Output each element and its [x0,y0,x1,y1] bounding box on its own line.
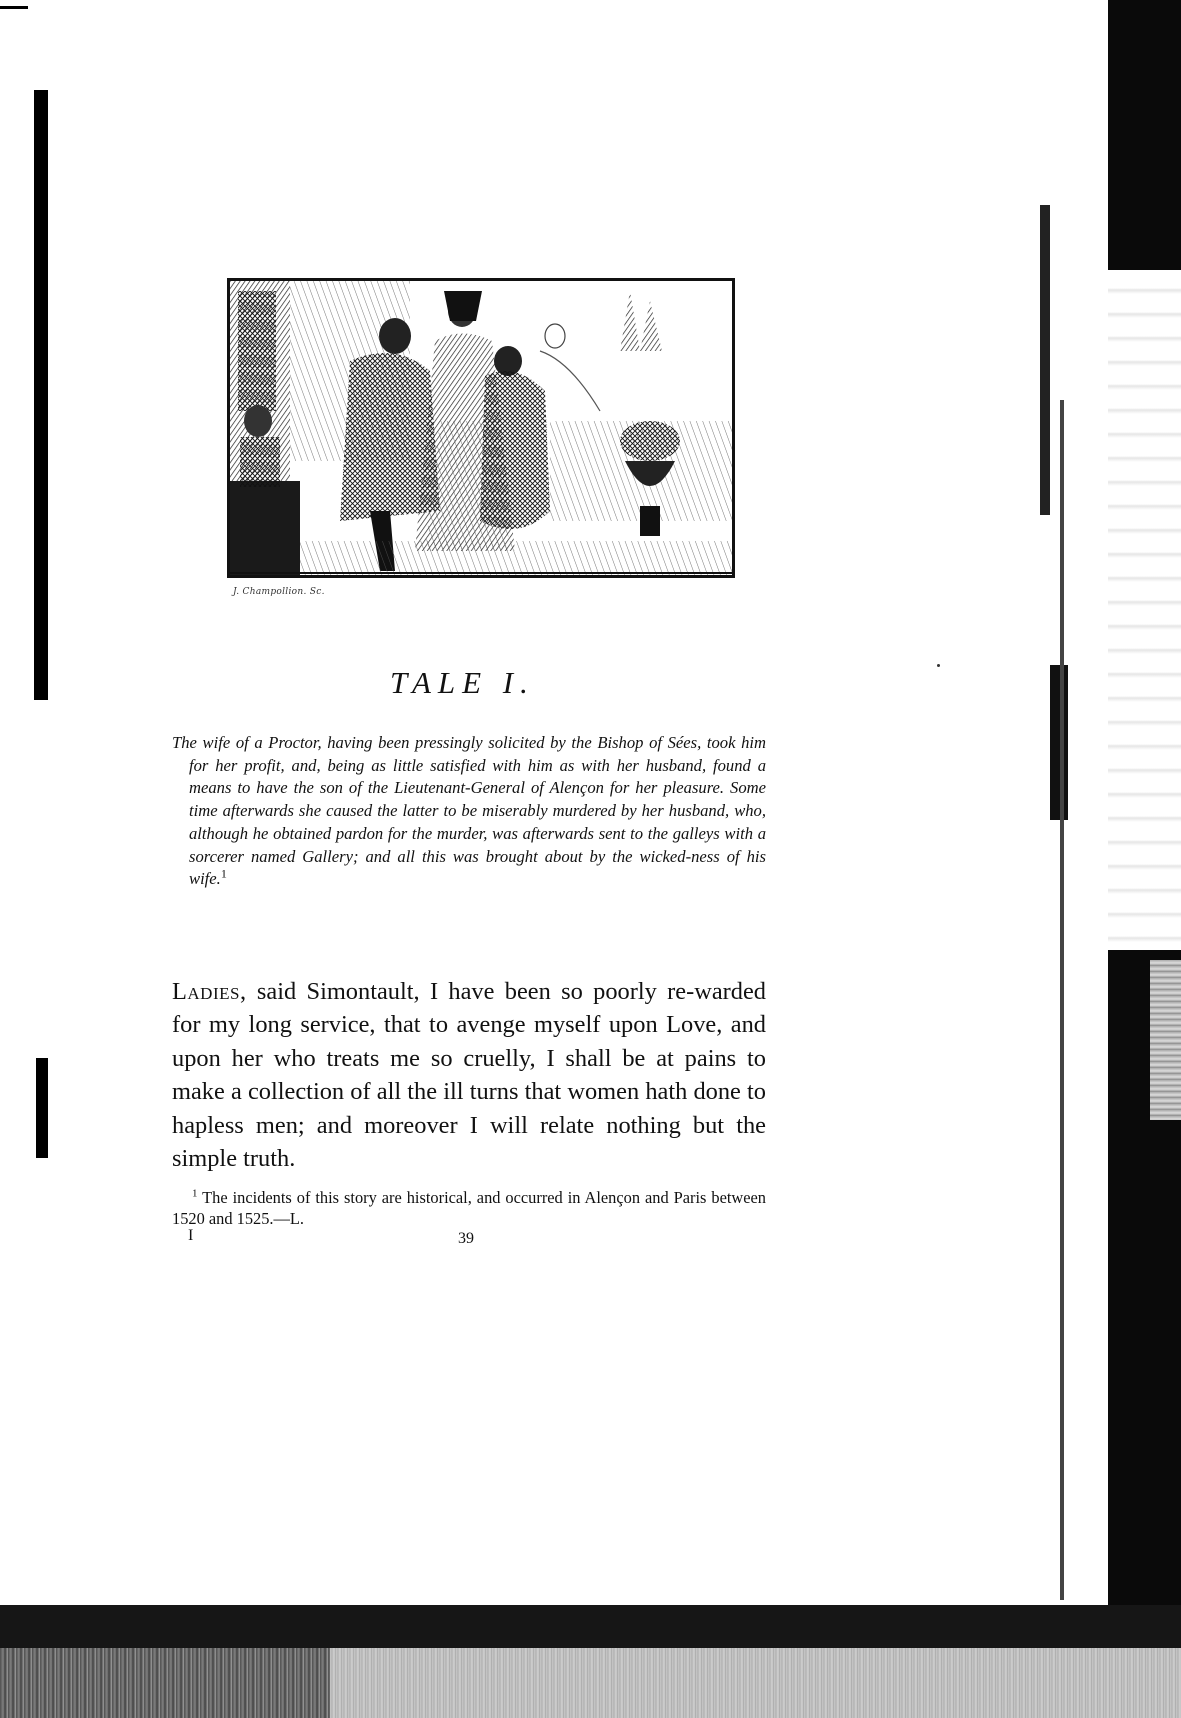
footnote [172,1187,766,1229]
scan-edge-left [36,1058,48,1158]
scan-edge-right-grey [1150,960,1181,1120]
scan-strip [1040,205,1050,515]
opening-word: Ladies, [172,978,247,1005]
engraving-illustration [227,278,735,578]
footnote-text: The incidents of this story are historical, and occurred in Alençon and Paris between 1520 and 1525.—L. [172,1188,766,1228]
scan-edge-right-light [1108,270,1181,950]
body-text: said Simontault, I have been so poorly re-warded for my long service, that to avenge myself upon Love, and upon her who treats me so cruelly, I shall be at pains to make a collection of all the ill turns that women hath done to hapless men; and moreover I will relate nothing but the simple truth. [172,978,766,1173]
page-number: 39 [458,1230,474,1247]
argument-text: The wife of a Proctor, having been pressingly solicited by the Bishop of Sées, took him for her profit, and, being as little satisfied with him as with her husband, found a means to have the son of the Lieutenant-General of Alençon for her pleasure. Some time afterwards she caused the latter to be miserably murdered by her husband, who, although he obtained pardon for the murder, was afterwards sent to the galleys with a sorcerer named Gallery; and all this was brought about by the wicked-ness of his wife. [172,733,766,889]
tale-opening-paragraph [172,975,766,1175]
scan-edge-left [34,90,48,700]
tale-title: TALE I. [390,665,535,700]
tale-argument [172,732,766,891]
footnote-reference: 1 [220,866,227,881]
printer-signature-mark: I [188,1227,194,1244]
scan-strip [1050,665,1068,820]
scan-edge-bottom-texture [0,1648,330,1718]
scan-mark [0,6,28,9]
footnote-mark: 1 [192,1187,198,1200]
stray-ink-dot [937,664,940,667]
scan-strip [1060,400,1064,1600]
engraving-scene [230,281,732,575]
engraver-signature: J. Champollion. Sc. [233,587,325,597]
